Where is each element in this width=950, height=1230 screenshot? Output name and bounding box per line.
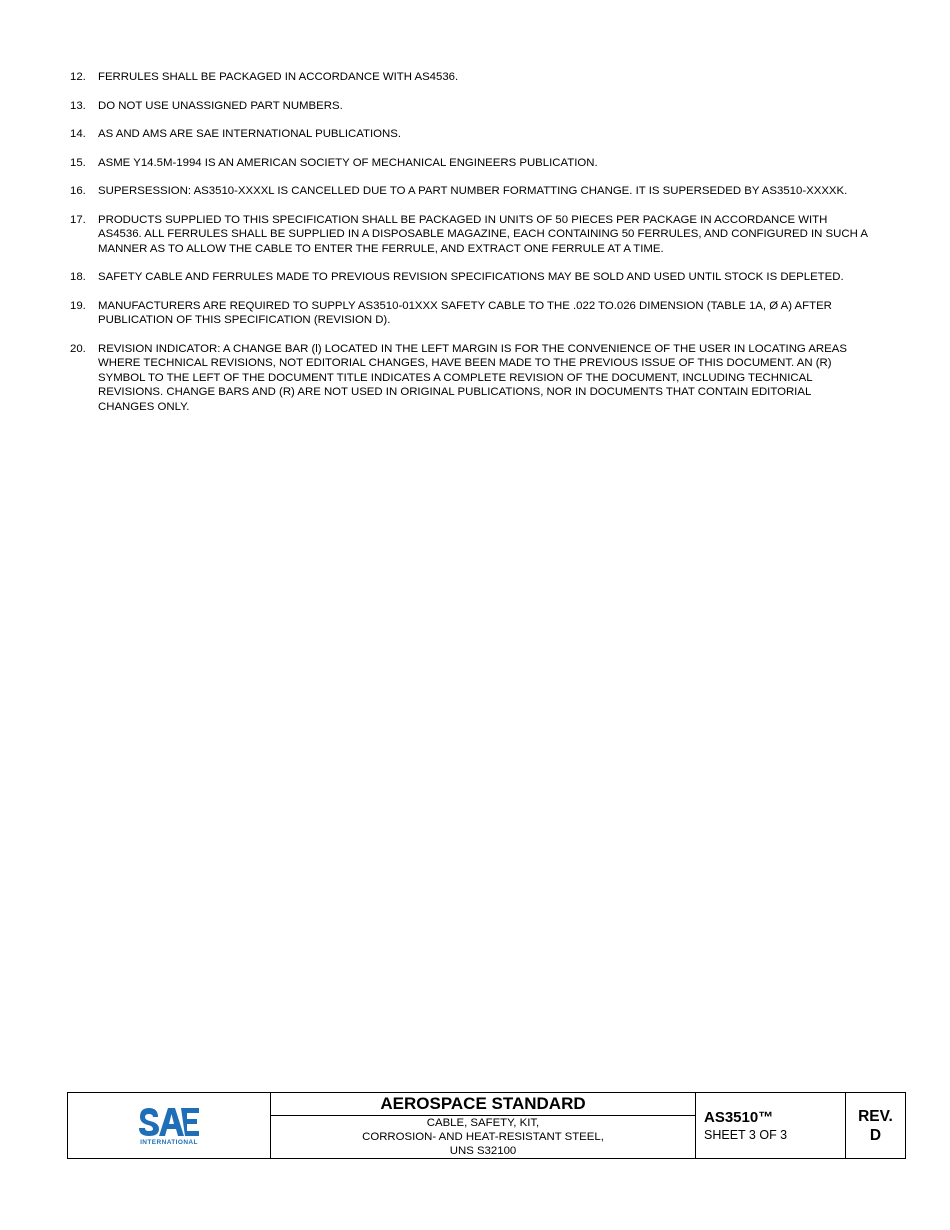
document-subtitle	[271, 1116, 695, 1158]
note-text: SUPERSESSION: AS3510-XXXXL IS CANCELLED DUE TO A PART NUMBER FORMATTING CHANGE. IT IS SUPERSEDED BY AS3510-XXXXK.	[98, 185, 848, 197]
note-text: REVISION INDICATOR: A CHANGE BAR (l) LOCATED IN THE LEFT MARGIN IS FOR THE CONVENIENCE OF THE USER IN LOCATING AREAS WHERE TECHNICAL REVISIONS, NOT EDITORIAL CHANGES, HAVE BEEN MADE TO THE PREVIOUS ISSUE OF THIS DOCUMENT. AN (R) SYMBOL TO THE LEFT OF THE DOCUMENT TITLE INDICATES A COMPLETE REVISION OF THE DOCUMENT, INCLUDING TECHNICAL REVISIONS. CHANGE BARS AND (R) ARE NOT USED IN ORIGINAL PUBLICATIONS, NOR IN DOCUMENTS THAT CONTAIN EDITORIAL CHANGES ONLY.	[98, 342, 847, 413]
note-text: FERRULES SHALL BE PACKAGED IN ACCORDANCE WITH AS4536.	[98, 71, 459, 83]
document-title-cell	[271, 1093, 696, 1158]
note-text: DO NOT USE UNASSIGNED PART NUMBERS.	[98, 99, 343, 112]
note-number: 15.	[70, 156, 86, 169]
subtitle-line: CORROSION- AND HEAT-RESISTANT STEEL,	[362, 1131, 604, 1143]
revision-value: D	[869, 1126, 882, 1144]
revision-label: REV.	[858, 1107, 893, 1125]
sae-logo-subtext: INTERNATIONAL	[140, 1138, 198, 1146]
note-item	[70, 213, 870, 257]
note-number: 19.	[70, 299, 86, 312]
note-text: MANUFACTURERS ARE REQUIRED TO SUPPLY AS3510-01XXX SAFETY CABLE TO THE .022 TO.026 DIMENSION (TABLE 1A, Ø A) AFTER PUBLICATION OF THIS SPECIFICATION (REVISION D).	[98, 299, 832, 326]
notes-list	[70, 70, 870, 428]
note-number: 14.	[70, 128, 86, 140]
note-number: 20.	[70, 342, 86, 355]
note-text: AS AND AMS ARE SAE INTERNATIONAL PUBLICATIONS.	[98, 128, 401, 140]
subtitle-line: CABLE, SAFETY, KIT,	[426, 1117, 540, 1129]
standard-type-header: AEROSPACE STANDARD	[271, 1093, 695, 1116]
note-item	[70, 184, 870, 199]
revision-cell	[846, 1093, 905, 1158]
note-item	[70, 127, 870, 142]
title-block	[67, 1092, 906, 1159]
note-item	[70, 342, 870, 415]
note-text: PRODUCTS SUPPLIED TO THIS SPECIFICATION SHALL BE PACKAGED IN UNITS OF 50 PIECES PER PACKAGE IN ACCORDANCE WITH AS4536. ALL FERRULES SHALL BE SUPPLIED IN A DISPOSABLE MAGAZINE, EACH CONTAINING 50 FERRULES, AND CONFIGURED IN SUCH A MANNER AS TO ALLOW THE CABLE TO ENTER THE FERRULE, AND EXTRACT ONE FERRULE AT A TIME.	[98, 213, 868, 255]
note-text: ASME Y14.5M-1994 IS AN AMERICAN SOCIETY OF MECHANICAL ENGINEERS PUBLICATION.	[98, 156, 598, 169]
note-item	[70, 270, 870, 285]
note-number: 13.	[70, 99, 86, 112]
document-number: AS3510™	[704, 1108, 774, 1126]
note-item	[70, 156, 870, 171]
sae-logo-icon	[137, 1106, 201, 1138]
note-number: 18.	[70, 271, 86, 283]
document-number-cell	[696, 1093, 846, 1158]
note-number: 17.	[70, 213, 86, 226]
sae-logo	[68, 1093, 271, 1158]
note-item	[70, 99, 870, 114]
note-item	[70, 299, 870, 328]
note-text: SAFETY CABLE AND FERRULES MADE TO PREVIOUS REVISION SPECIFICATIONS MAY BE SOLD AND USED UNTIL STOCK IS DEPLETED.	[98, 271, 844, 283]
note-number: 12.	[70, 71, 86, 83]
note-item	[70, 70, 870, 85]
sheet-number: SHEET 3 OF 3	[704, 1127, 788, 1142]
note-number: 16.	[70, 185, 86, 197]
subtitle-line: UNS S32100	[449, 1145, 517, 1157]
